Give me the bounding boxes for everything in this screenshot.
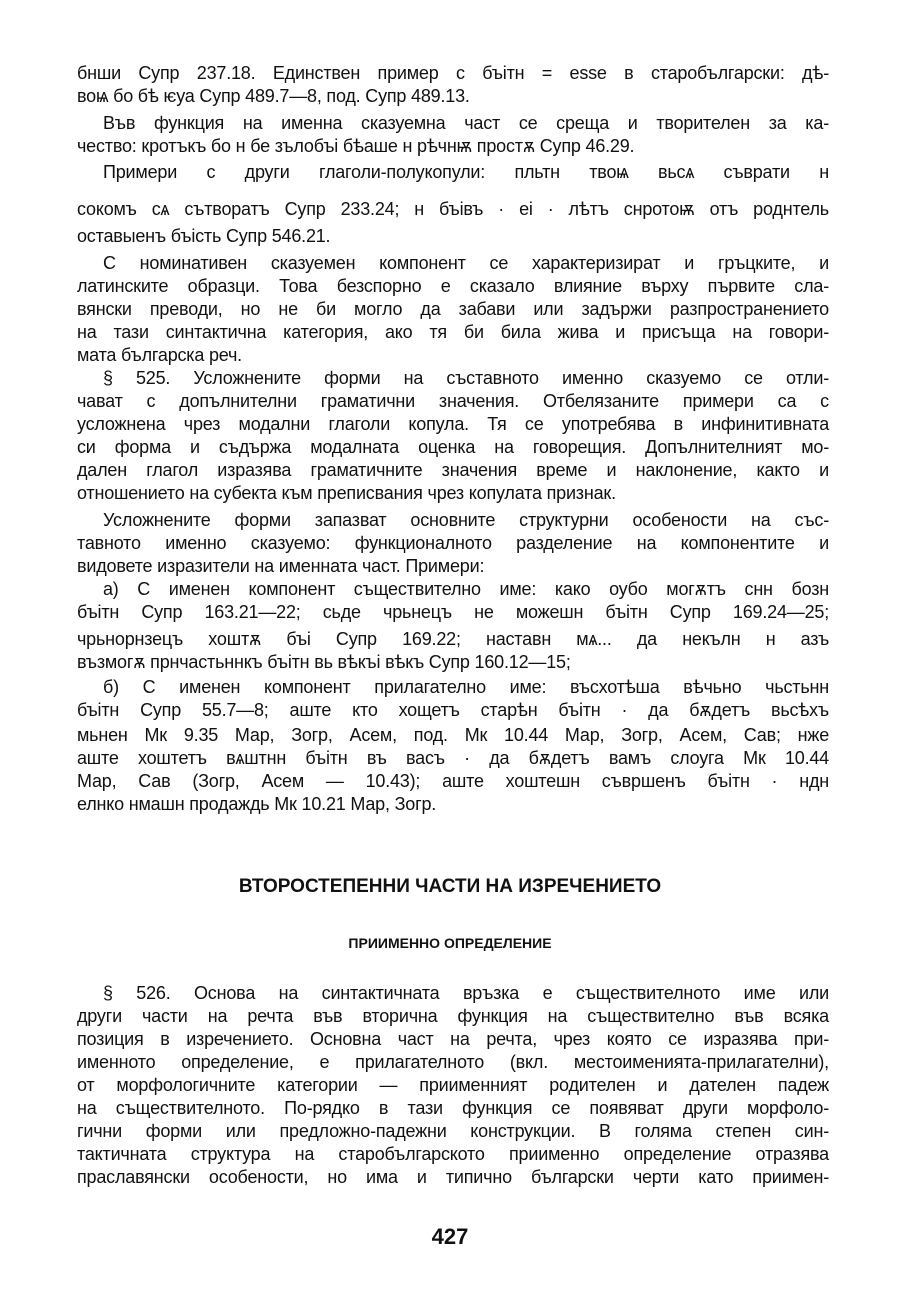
text-line: а) С именен компонент съществително име: како оубо могѫтъ снн бозн (103, 579, 829, 599)
text-line: позиция в изречението. Основна част на речта, чрез която се изразява при- (77, 1029, 829, 1049)
text-line: аште хоштетъ вѧштнн бъітн въ васъ · да бѫдетъ вамъ слоуга Мк 10.44 (77, 748, 829, 768)
text-line: бнши Супр 237.18. Единствен пример с бъітн = esse в старобългарски: дѣ- (77, 63, 829, 83)
text-line: други части на речта във вторична функция на съществително във всяка (77, 1006, 829, 1026)
text-line: латинските образци. Това безспорно е сказало влияние върху първите сла- (77, 276, 829, 296)
text-line: тактичната структура на старобългарското приименно определение отразява (77, 1144, 829, 1164)
text-line: С номинативен сказуемен компонент се характеризират и гръцките, и (103, 253, 829, 273)
text-line: § 525. Усложнените форми на съставното именно сказуемо се отли- (103, 368, 829, 388)
text-line: гични форми или предложно-падежни конструкции. В голяма степен син- (77, 1121, 829, 1141)
subsection-heading: ПРИИМЕННО ОПРЕДЕЛЕНИЕ (348, 935, 552, 951)
text-line: на тази синтактична категория, ако тя би била жива и присъща на говори- (77, 322, 829, 342)
section-heading: ВТОРОСТЕПЕННИ ЧАСТИ НА ИЗРЕЧЕНИЕТО (238, 876, 662, 897)
text-line: мьнен Мк 9.35 Мар, Зогр, Асем, под. Мк 10.44 Мар, Зогр, Асем, Сав; нже (77, 725, 829, 745)
text-line: воѩ бо бѣ ѥуа Супр 489.7—8, под. Супр 489.13. (77, 86, 470, 106)
text-line: § 526. Основа на синтактичната връзка е съществителното име или (103, 983, 829, 1003)
text-line: дален глагол изразява граматичните значения време и наклонение, както и (77, 460, 829, 480)
text-line: именното определение, е прилагателното (вкл. местоименията-прилагателни), (77, 1052, 829, 1072)
text-line: тавното именно сказуемо: функционалното разделение на компонентите и (77, 533, 829, 553)
text-line: на съществителното. По-рядко в тази функция се появяват други морфоло- (77, 1098, 829, 1118)
text-line: бъітн Супр 55.7—8; аште кто хощетъ старѣн бъітн · да бѫдетъ вьсѣхъ (77, 700, 829, 720)
text-line: оставыенъ бъість Супр 546.21. (77, 226, 331, 246)
text-line: бъітн Супр 163.21—22; сьде чрьнецъ не можешн бъітн Супр 169.24—25; (77, 602, 829, 622)
text-line: б) С именен компонент прилагателно име: въсхотѣша вѣчьно чьстьнн (103, 677, 829, 697)
text-line: Мар, Сав (Зогр, Асем — 10.43); аште хоштешн съвршенъ бъітн · ндн (77, 771, 829, 791)
text-line: видовете изразители на именната част. Примери: (77, 556, 485, 576)
text-line: отношението на субекта към преписвания чрез копулата признак. (77, 483, 616, 503)
text-line: от морфологичните категории — приименният родителен и дателен падеж (77, 1075, 829, 1095)
text-line: Примери с други глаголи-полукопули: пльтн твоѩ вьсѧ съврати н (103, 162, 829, 182)
text-line: усложнена чрез модални глаголи копула. Тя се употребява в инфинитивната (77, 414, 829, 434)
page-number: 427 (431, 1224, 469, 1249)
text-line: чество: кротъкъ бо н бе зълобъі бѣаше н рѣчнѭ простѫ Супр 46.29. (77, 136, 635, 156)
text-line: Във функция на именна сказуемна част се среща и творителен за ка- (103, 113, 829, 133)
text-line: възмогѫ прнчастьннкъ бъітн вь вѣкъі вѣкъ Супр 160.12—15; (77, 652, 571, 672)
text-line: Усложнените форми запазват основните структурни особености на със- (103, 510, 829, 530)
text-line: елнко нмашн продаждь Мк 10.21 Мар, Зогр. (77, 794, 437, 814)
text-line: мата българска реч. (77, 345, 242, 365)
text-line: сокомъ сѧ сътворатъ Супр 233.24; н бъівъ · еі · лѣтъ снротоѭ отъ роднтель (77, 199, 829, 219)
text-line: си форма и съдържа модалната оценка на говорещия. Допълнителният мо- (77, 437, 829, 457)
text-line: чават с допълнителни граматични значения. Отбелязаните примери са с (77, 391, 829, 411)
text-line: чрьнорнзецъ хоштѫ бъі Супр 169.22; наставн мѧ... да некълн н азъ (77, 629, 829, 649)
text-line: праславянски особености, но има и типично български черти като приимен- (77, 1167, 829, 1187)
text-line: вянски преводи, но не би могло да забави или задържи разпространението (77, 299, 829, 319)
